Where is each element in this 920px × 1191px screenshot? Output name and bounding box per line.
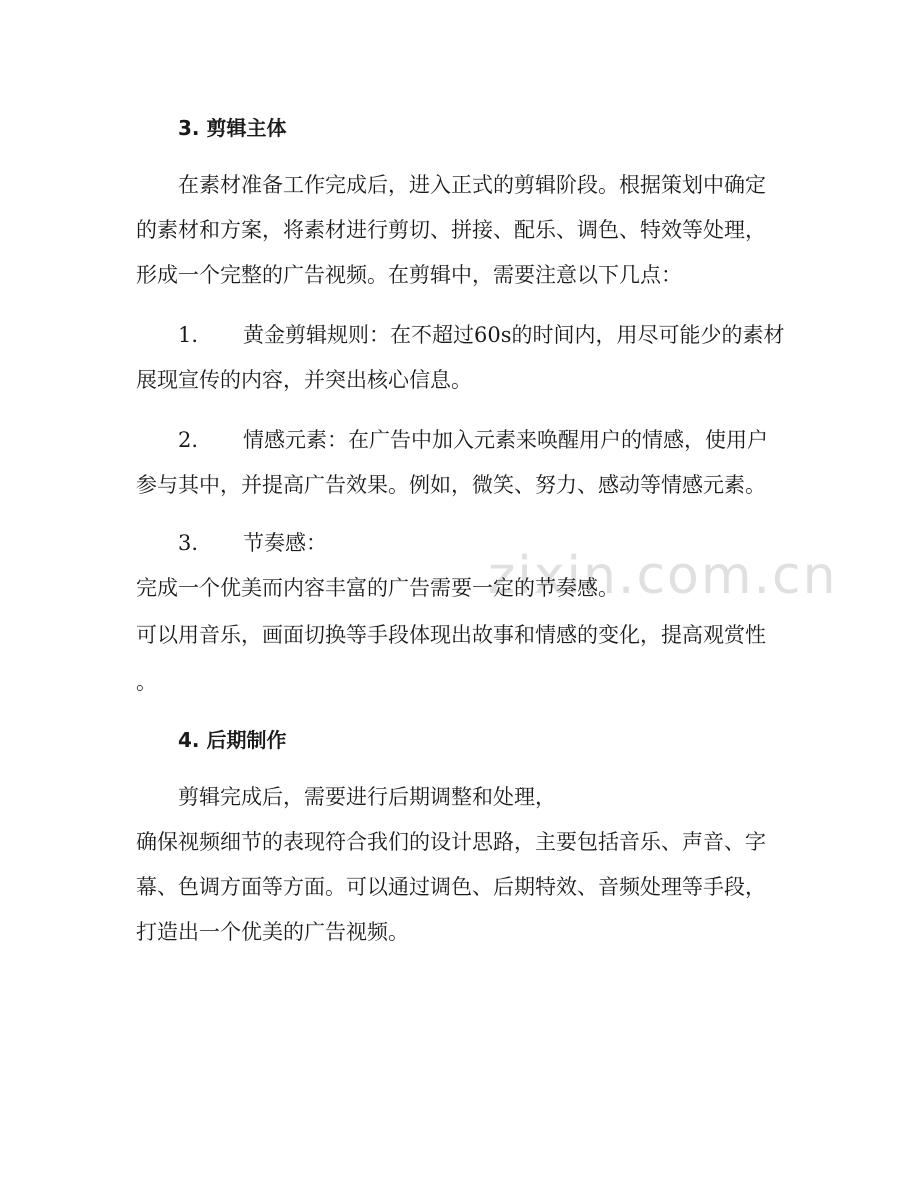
list-item-text: 可以用音乐，画面切换等手段体现出故事和情感的变化，提高观赏性 (136, 623, 766, 647)
list-item-text: 情感元素：在广告中加入元素来唤醒用户的情感，使用户 (243, 428, 768, 452)
paragraph-line: 形成一个完整的广告视频。在剪辑中，需要注意以下几点： (136, 263, 682, 287)
list-item-text: 完成一个优美而内容丰富的广告需要一定的节奏感。 (136, 576, 619, 600)
list-item-number: 2. (178, 428, 199, 452)
paragraph-line: 确保视频细节的表现符合我们的设计思路，主要包括音乐、声音、字 (136, 830, 766, 854)
paragraph-line: 打造出一个优美的广告视频。 (136, 920, 409, 944)
list-item-text: 。 (136, 670, 157, 694)
section-3-heading: 3. 剪辑主体 (178, 116, 287, 140)
paragraph-line: 在素材准备工作完成后，进入正式的剪辑阶段。根据策划中确定 (178, 173, 766, 197)
paragraph-line: 的素材和方案，将素材进行剪切、拼接、配乐、调色、特效等处理， (136, 218, 766, 242)
list-item-number: 3. (178, 531, 199, 555)
list-item-text: 展现宣传的内容，并突出核心信息。 (136, 368, 472, 392)
list-item-text: 节奏感： (243, 531, 327, 555)
paragraph-line: 剪辑完成后，需要进行后期调整和处理， (178, 785, 556, 809)
list-item-text: 参与其中，并提高广告效果。例如，微笑、努力、感动等情感元素。 (136, 473, 766, 497)
list-item-text: 黄金剪辑规则：在不超过60s的时间内，用尽可能少的素材 (243, 323, 785, 347)
section-4-heading: 4. 后期制作 (178, 728, 287, 752)
list-item-number: 1. (178, 323, 199, 347)
watermark: zixin.com.cn (488, 546, 838, 606)
paragraph-line: 幕、色调方面等方面。可以通过调色、后期特效、音频处理等手段， (136, 875, 766, 899)
